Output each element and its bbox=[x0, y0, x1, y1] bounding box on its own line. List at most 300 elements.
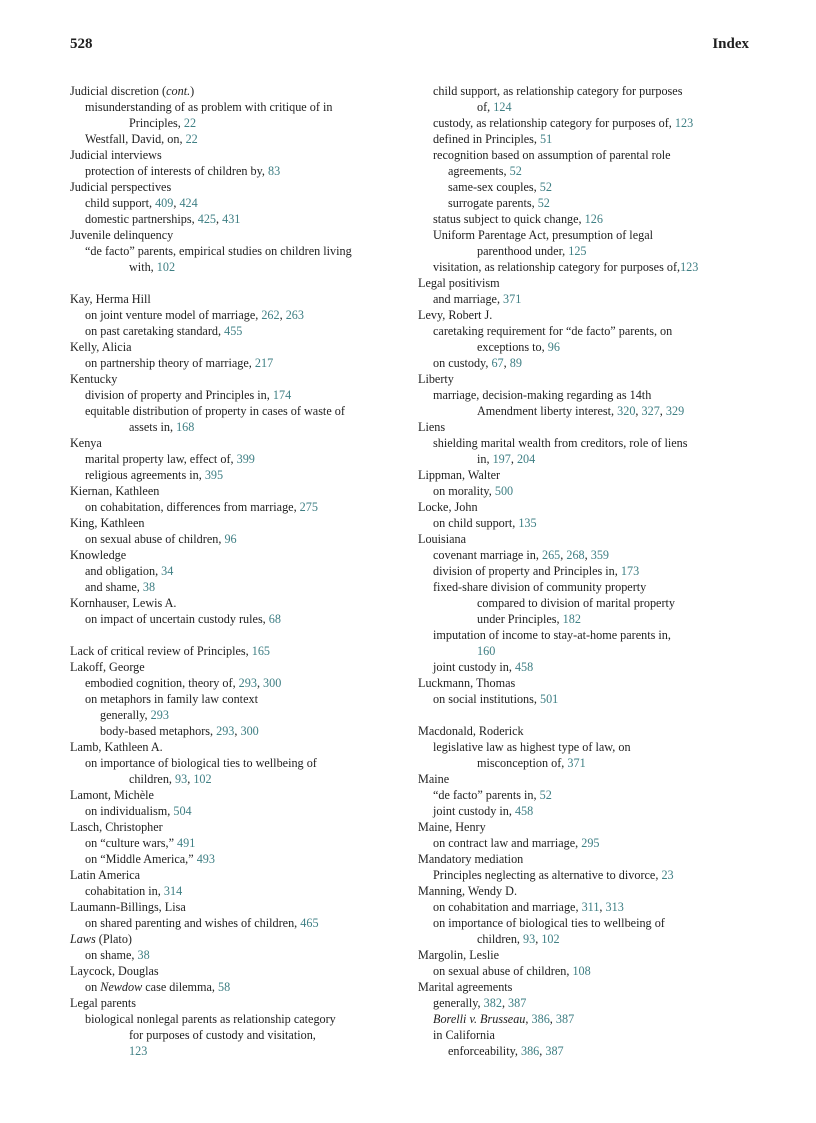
page-title: Index bbox=[712, 36, 749, 52]
entry-text: , bbox=[584, 548, 591, 562]
index-heading bbox=[70, 643, 410, 659]
index-subentry bbox=[418, 963, 758, 979]
page-reference[interactable]: 197 bbox=[492, 452, 511, 466]
index-subentry bbox=[70, 707, 410, 723]
index-subentry bbox=[70, 307, 410, 323]
entry-text: “de facto” parents in, bbox=[433, 788, 540, 802]
page-reference[interactable]: 38 bbox=[142, 580, 156, 594]
entry-text: , bbox=[234, 724, 241, 738]
page-reference[interactable]: 371 bbox=[503, 292, 522, 306]
index-heading bbox=[418, 499, 758, 515]
entry-text: Macdonald, Roderick bbox=[418, 724, 524, 738]
index-subentry bbox=[70, 1043, 410, 1059]
entry-text: on past caretaking standard, bbox=[85, 324, 225, 338]
page-reference[interactable]: 409 bbox=[155, 196, 174, 210]
index-spacer bbox=[418, 707, 758, 723]
entry-text: generally, bbox=[100, 708, 151, 722]
entry-text: under Principles, bbox=[477, 612, 563, 626]
entry-text: Luckmann, Thomas bbox=[418, 676, 516, 690]
index-subentry bbox=[418, 131, 758, 147]
index-subentry bbox=[418, 403, 758, 419]
entry-text: agreements, bbox=[448, 164, 510, 178]
entry-text: , bbox=[256, 676, 264, 690]
index-subentry bbox=[418, 163, 758, 179]
page-reference[interactable]: 23 bbox=[661, 868, 674, 882]
index-subentry bbox=[70, 947, 410, 963]
index-subentry bbox=[418, 995, 758, 1011]
page-reference[interactable]: 399 bbox=[236, 452, 255, 466]
index-subentry bbox=[418, 291, 758, 307]
entry-text: Liens bbox=[418, 420, 446, 434]
page-reference[interactable]: 300 bbox=[263, 676, 282, 690]
page-reference[interactable]: 425 bbox=[197, 212, 216, 226]
index-subentry bbox=[418, 387, 758, 403]
index-heading bbox=[418, 419, 758, 435]
page-reference[interactable]: 68 bbox=[268, 612, 281, 626]
index-heading bbox=[418, 771, 758, 787]
index-subentry bbox=[418, 563, 758, 579]
page-reference[interactable]: 455 bbox=[224, 324, 243, 338]
index-subentry bbox=[70, 195, 410, 211]
entry-text: Lakoff, George bbox=[70, 660, 145, 674]
entry-text: Judicial perspectives bbox=[70, 180, 172, 194]
page-reference[interactable]: 329 bbox=[665, 404, 685, 418]
index-subentry bbox=[418, 579, 758, 595]
entry-text: same-sex couples, bbox=[448, 180, 540, 194]
index-subentry bbox=[418, 899, 758, 915]
page-reference[interactable]: 168 bbox=[176, 420, 195, 434]
entry-text: Uniform Parentage Act, presumption of legal bbox=[433, 228, 653, 242]
index-heading bbox=[418, 723, 758, 739]
index-heading bbox=[70, 899, 410, 915]
page-reference[interactable]: 52 bbox=[509, 164, 522, 178]
page-reference[interactable]: 67 bbox=[491, 356, 504, 370]
entry-text: King, Kathleen bbox=[70, 516, 145, 530]
index-heading bbox=[70, 515, 410, 531]
entry-text: Kiernan, Kathleen bbox=[70, 484, 160, 498]
entry-text: in California bbox=[433, 1028, 495, 1042]
page-reference[interactable]: 96 bbox=[224, 532, 237, 546]
entry-text: generally, bbox=[433, 996, 484, 1010]
index-heading bbox=[418, 979, 758, 995]
entry-text: legislative law as highest type of law, on bbox=[433, 740, 631, 754]
entry-text: misconception of, bbox=[477, 756, 568, 770]
index-spacer bbox=[70, 627, 410, 643]
index-heading bbox=[418, 947, 758, 963]
entry-text: on individualism, bbox=[85, 804, 174, 818]
index-subentry bbox=[70, 851, 410, 867]
page-reference[interactable]: 431 bbox=[222, 212, 241, 226]
page-reference[interactable]: 102 bbox=[193, 772, 212, 786]
entry-text: for purposes of custody and visitation, bbox=[129, 1028, 316, 1042]
entry-text: marriage, decision-making regarding as 14th bbox=[433, 388, 652, 402]
index-subentry bbox=[418, 931, 758, 947]
index-subentry bbox=[70, 723, 410, 739]
page-reference[interactable]: 22 bbox=[185, 132, 198, 146]
entry-text: joint custody in, bbox=[433, 660, 515, 674]
index-subentry bbox=[418, 179, 758, 195]
entry-text: Manning, Wendy D. bbox=[418, 884, 517, 898]
page-reference[interactable]: 313 bbox=[605, 900, 624, 914]
entry-text: Maine, Henry bbox=[418, 820, 486, 834]
index-subentry bbox=[418, 259, 758, 275]
entry-text: exceptions to, bbox=[477, 340, 548, 354]
index-subentry bbox=[418, 1043, 758, 1059]
index-subentry bbox=[418, 211, 758, 227]
page-reference[interactable]: 295 bbox=[581, 836, 600, 850]
page-reference[interactable]: 275 bbox=[299, 500, 318, 514]
index-heading bbox=[70, 179, 410, 195]
index-heading bbox=[70, 787, 410, 803]
page-reference[interactable]: 395 bbox=[204, 468, 224, 482]
page-number: 528 bbox=[70, 36, 93, 52]
page-reference[interactable]: 265 bbox=[541, 548, 561, 562]
page-reference[interactable]: 501 bbox=[539, 692, 559, 706]
index-heading bbox=[70, 931, 410, 947]
entry-text: Margolin, Leslie bbox=[418, 948, 500, 962]
entry-text: case dilemma, bbox=[142, 980, 219, 994]
page-reference[interactable]: 174 bbox=[272, 388, 292, 402]
page-reference[interactable]: 96 bbox=[547, 340, 560, 354]
index-subentry bbox=[418, 787, 758, 803]
page-reference[interactable]: 52 bbox=[537, 196, 550, 210]
index-subentry bbox=[418, 691, 758, 707]
entry-text: on social institutions, bbox=[433, 692, 540, 706]
page-reference[interactable]: 123 bbox=[680, 260, 699, 274]
entry-text: on custody, bbox=[433, 356, 492, 370]
page-reference[interactable]: 125 bbox=[568, 244, 587, 258]
entry-text: on partnership theory of marriage, bbox=[85, 356, 255, 370]
entry-text: , bbox=[599, 900, 606, 914]
page-reference[interactable]: 263 bbox=[285, 308, 304, 322]
entry-text: on cohabitation and marriage, bbox=[433, 900, 582, 914]
page-reference[interactable]: 204 bbox=[516, 452, 536, 466]
entry-text: with, bbox=[129, 260, 157, 274]
page-reference[interactable]: 387 bbox=[555, 1012, 575, 1026]
entry-text: child support, bbox=[85, 196, 156, 210]
entry-text: Judicial interviews bbox=[70, 148, 162, 162]
entry-text: division of property and Principles in, bbox=[85, 388, 273, 402]
entry-text: Juvenile delinquency bbox=[70, 228, 174, 242]
page-reference[interactable]: 458 bbox=[514, 660, 534, 674]
index-subentry bbox=[70, 675, 410, 691]
page-reference[interactable]: 387 bbox=[508, 996, 527, 1010]
index-column-right bbox=[418, 83, 758, 1059]
index-subentry bbox=[70, 835, 410, 851]
index-subentry bbox=[418, 803, 758, 819]
page-reference[interactable]: 126 bbox=[584, 212, 603, 226]
index-subentry bbox=[418, 435, 758, 451]
page-reference[interactable]: 38 bbox=[137, 948, 150, 962]
page-reference[interactable]: 52 bbox=[539, 788, 552, 802]
entry-text: Lamont, Michèle bbox=[70, 788, 154, 802]
entry-text: parenthood under, bbox=[477, 244, 569, 258]
entry-text: equitable distribution of property in cases of waste of bbox=[85, 404, 345, 418]
page-reference[interactable]: 371 bbox=[567, 756, 586, 770]
page-reference[interactable]: 293 bbox=[150, 708, 169, 722]
index-subentry bbox=[418, 99, 758, 115]
index-heading bbox=[70, 291, 410, 307]
entry-text: Judicial discretion ( bbox=[70, 84, 167, 98]
entry-text: joint custody in, bbox=[433, 804, 515, 818]
index-heading bbox=[418, 467, 758, 483]
index-heading bbox=[70, 659, 410, 675]
entry-text: on “culture wars,” bbox=[85, 836, 178, 850]
italic-text: Laws bbox=[70, 932, 96, 946]
index-subentry bbox=[418, 227, 758, 243]
page-reference[interactable]: 320 bbox=[617, 404, 636, 418]
entry-text: fixed-share division of community property bbox=[433, 580, 647, 594]
index-heading bbox=[70, 435, 410, 451]
index-heading bbox=[70, 963, 410, 979]
entry-text: covenant marriage in, bbox=[433, 548, 542, 562]
index-subentry bbox=[70, 451, 410, 467]
page-reference[interactable]: 89 bbox=[509, 356, 522, 370]
page-reference[interactable]: 102 bbox=[541, 932, 560, 946]
entry-text: children, bbox=[129, 772, 176, 786]
index-subentry bbox=[70, 883, 410, 899]
page-reference[interactable]: 311 bbox=[581, 900, 600, 914]
index-subentry bbox=[418, 195, 758, 211]
entry-text: “de facto” parents, empirical studies on children living bbox=[85, 244, 352, 258]
entry-text: Kentucky bbox=[70, 372, 118, 386]
page-reference[interactable]: 300 bbox=[240, 724, 259, 738]
entry-text: , bbox=[279, 308, 286, 322]
entry-text: ) bbox=[190, 84, 195, 98]
entry-text: and shame, bbox=[85, 580, 143, 594]
index-subentry bbox=[70, 355, 410, 371]
entry-text: on contract law and marriage, bbox=[433, 836, 582, 850]
index-subentry bbox=[70, 803, 410, 819]
page-reference[interactable]: 491 bbox=[177, 836, 196, 850]
index-subentry bbox=[418, 483, 758, 499]
entry-text: enforceability, bbox=[448, 1044, 521, 1058]
page-reference[interactable]: 52 bbox=[539, 180, 552, 194]
entry-text: (Plato) bbox=[95, 932, 132, 946]
index-heading bbox=[70, 867, 410, 883]
italic-text: Borelli v. Brusseau bbox=[433, 1012, 526, 1026]
index-heading bbox=[70, 147, 410, 163]
entry-text: Kelly, Alicia bbox=[70, 340, 132, 354]
page-reference[interactable]: 58 bbox=[218, 980, 231, 994]
index-subentry bbox=[70, 499, 410, 515]
page-reference[interactable]: 465 bbox=[300, 916, 319, 930]
index-subentry bbox=[70, 563, 410, 579]
index-subentry bbox=[70, 915, 410, 931]
entry-text: Principles, bbox=[129, 116, 184, 130]
entry-text: visitation, as relationship category for purposes of, bbox=[433, 260, 681, 274]
entry-text: on sexual abuse of children, bbox=[433, 964, 573, 978]
index-heading bbox=[70, 819, 410, 835]
page-reference[interactable]: 160 bbox=[477, 644, 496, 658]
page-reference[interactable]: 34 bbox=[161, 564, 174, 578]
entry-text: on sexual abuse of children, bbox=[85, 532, 225, 546]
entry-text: Lamb, Kathleen A. bbox=[70, 740, 163, 754]
entry-text: body-based metaphors, bbox=[100, 724, 217, 738]
page-reference[interactable]: 314 bbox=[163, 884, 183, 898]
entry-text: compared to division of marital property bbox=[477, 596, 675, 610]
page-reference[interactable]: 382 bbox=[483, 996, 502, 1010]
index-subentry bbox=[70, 419, 410, 435]
index-subentry bbox=[70, 243, 410, 259]
index-heading bbox=[70, 739, 410, 755]
index-heading bbox=[418, 851, 758, 867]
page-reference[interactable]: 327 bbox=[641, 404, 660, 418]
index-subentry bbox=[70, 579, 410, 595]
page-reference[interactable]: 135 bbox=[518, 516, 537, 530]
page-reference[interactable]: 83 bbox=[267, 164, 281, 178]
entry-text: on cohabitation, differences from marriage, bbox=[85, 500, 300, 514]
page-reference[interactable]: 108 bbox=[572, 964, 591, 978]
entry-text: Mandatory mediation bbox=[418, 852, 524, 866]
entry-text: on importance of biological ties to wellbeing of bbox=[85, 756, 317, 770]
entry-text: , bbox=[501, 996, 509, 1010]
entry-text: Kay, Herma Hill bbox=[70, 292, 151, 306]
entry-text: child support, as relationship category for purposes bbox=[433, 84, 683, 98]
index-subentry bbox=[70, 611, 410, 627]
page-reference[interactable]: 386 bbox=[531, 1012, 550, 1026]
index-subentry bbox=[418, 243, 758, 259]
index-heading bbox=[70, 339, 410, 355]
entry-text: assets in, bbox=[129, 420, 177, 434]
index-subentry bbox=[418, 915, 758, 931]
index-subentry bbox=[418, 659, 758, 675]
page-reference[interactable]: 386 bbox=[520, 1044, 540, 1058]
entry-text: , bbox=[659, 404, 666, 418]
page-reference[interactable]: 173 bbox=[620, 564, 640, 578]
page-reference[interactable]: 293 bbox=[238, 676, 257, 690]
page-reference[interactable]: 387 bbox=[545, 1044, 564, 1058]
index-subentry bbox=[418, 339, 758, 355]
entry-text: in, bbox=[477, 452, 493, 466]
entry-text: and obligation, bbox=[85, 564, 162, 578]
index-subentry bbox=[70, 755, 410, 771]
entry-text: domestic partnerships, bbox=[85, 212, 198, 226]
index-heading bbox=[418, 819, 758, 835]
entry-text: , bbox=[549, 1012, 556, 1026]
page-reference[interactable]: 102 bbox=[156, 260, 176, 274]
index-subentry bbox=[70, 131, 410, 147]
entry-text: embodied cognition, theory of, bbox=[85, 676, 239, 690]
page-reference[interactable]: 51 bbox=[539, 132, 553, 146]
page-reference[interactable]: 268 bbox=[566, 548, 585, 562]
entry-text: Louisiana bbox=[418, 532, 467, 546]
page-reference[interactable]: 293 bbox=[216, 724, 235, 738]
page-reference[interactable]: 123 bbox=[674, 116, 694, 130]
page-reference[interactable]: 182 bbox=[562, 612, 581, 626]
entry-text: division of property and Principles in, bbox=[433, 564, 621, 578]
index-heading bbox=[418, 275, 758, 291]
index-subentry bbox=[70, 99, 410, 115]
index-heading bbox=[70, 371, 410, 387]
entry-text: Lippman, Walter bbox=[418, 468, 501, 482]
index-subentry bbox=[70, 403, 410, 419]
index-subentry bbox=[418, 83, 758, 99]
entry-text: on child support, bbox=[433, 516, 519, 530]
page-reference[interactable]: 22 bbox=[183, 116, 197, 130]
index-column-left bbox=[70, 83, 410, 1059]
page-reference[interactable]: 124 bbox=[493, 100, 512, 114]
index-subentry bbox=[70, 771, 410, 787]
entry-text: Latin America bbox=[70, 868, 141, 882]
index-subentry bbox=[418, 835, 758, 851]
index-heading bbox=[70, 595, 410, 611]
entry-text: , bbox=[216, 212, 223, 226]
entry-text: custody, as relationship category for purposes of, bbox=[433, 116, 675, 130]
entry-text: Amendment liberty interest, bbox=[477, 404, 618, 418]
index-subentry bbox=[418, 1011, 758, 1027]
page-reference[interactable]: 217 bbox=[254, 356, 274, 370]
index-heading bbox=[70, 995, 410, 1011]
entry-text: Locke, John bbox=[418, 500, 478, 514]
entry-text: , bbox=[635, 404, 642, 418]
page-reference[interactable]: 359 bbox=[590, 548, 609, 562]
entry-text: caretaking requirement for “de facto” parents, on bbox=[433, 324, 673, 338]
index-subentry bbox=[70, 163, 410, 179]
page-reference[interactable]: 504 bbox=[173, 804, 192, 818]
index-heading bbox=[418, 307, 758, 323]
index-subentry bbox=[418, 323, 758, 339]
page-reference[interactable]: 93 bbox=[523, 932, 536, 946]
page-reference[interactable]: 458 bbox=[514, 804, 534, 818]
entry-text: on shame, bbox=[85, 948, 138, 962]
entry-text: Principles neglecting as alternative to divorce, bbox=[433, 868, 662, 882]
index-subentry bbox=[418, 627, 758, 643]
entry-text: on “Middle America,” bbox=[85, 852, 197, 866]
entry-text: Levy, Robert J. bbox=[418, 308, 493, 322]
entry-text: , bbox=[525, 1012, 532, 1026]
index-subentry bbox=[70, 531, 410, 547]
index-subentry bbox=[70, 467, 410, 483]
entry-text: Laumann-Billings, Lisa bbox=[70, 900, 186, 914]
index-subentry bbox=[418, 643, 758, 659]
entry-text: shielding marital wealth from creditors, role of liens bbox=[433, 436, 688, 450]
entry-text: Knowledge bbox=[70, 548, 127, 562]
page-reference[interactable]: 93 bbox=[175, 772, 188, 786]
entry-text: on importance of biological ties to wellbeing of bbox=[433, 916, 665, 930]
entry-text: on joint venture model of marriage, bbox=[85, 308, 262, 322]
index-subentry bbox=[418, 451, 758, 467]
index-subentry bbox=[418, 547, 758, 563]
index-subentry bbox=[418, 755, 758, 771]
page-reference[interactable]: 123 bbox=[129, 1044, 148, 1058]
page-reference[interactable]: 500 bbox=[494, 484, 514, 498]
entry-text: misunderstanding of as problem with critique of in bbox=[85, 100, 333, 114]
index-subentry bbox=[70, 115, 410, 131]
index-subentry bbox=[70, 979, 410, 995]
entry-text: Legal parents bbox=[70, 996, 136, 1010]
entry-text: status subject to quick change, bbox=[433, 212, 585, 226]
index-subentry bbox=[70, 1027, 410, 1043]
entry-text: Lack of critical review of Principles, bbox=[70, 644, 252, 658]
entry-text: , bbox=[173, 196, 180, 210]
index-subentry bbox=[418, 147, 758, 163]
page-reference[interactable]: 424 bbox=[179, 196, 198, 210]
entry-text: religious agreements in, bbox=[85, 468, 205, 482]
index-heading bbox=[418, 371, 758, 387]
page-reference[interactable]: 262 bbox=[261, 308, 280, 322]
entry-text: Laycock, Douglas bbox=[70, 964, 159, 978]
entry-text: children, bbox=[477, 932, 524, 946]
page-reference[interactable]: 493 bbox=[196, 852, 215, 866]
entry-text: on bbox=[85, 980, 101, 994]
index-subentry bbox=[70, 211, 410, 227]
entry-text: Kornhauser, Lewis A. bbox=[70, 596, 177, 610]
page-reference[interactable]: 165 bbox=[251, 644, 271, 658]
entry-text: on shared parenting and wishes of children, bbox=[85, 916, 301, 930]
index-subentry bbox=[70, 1011, 410, 1027]
entry-text: Legal positivism bbox=[418, 276, 500, 290]
